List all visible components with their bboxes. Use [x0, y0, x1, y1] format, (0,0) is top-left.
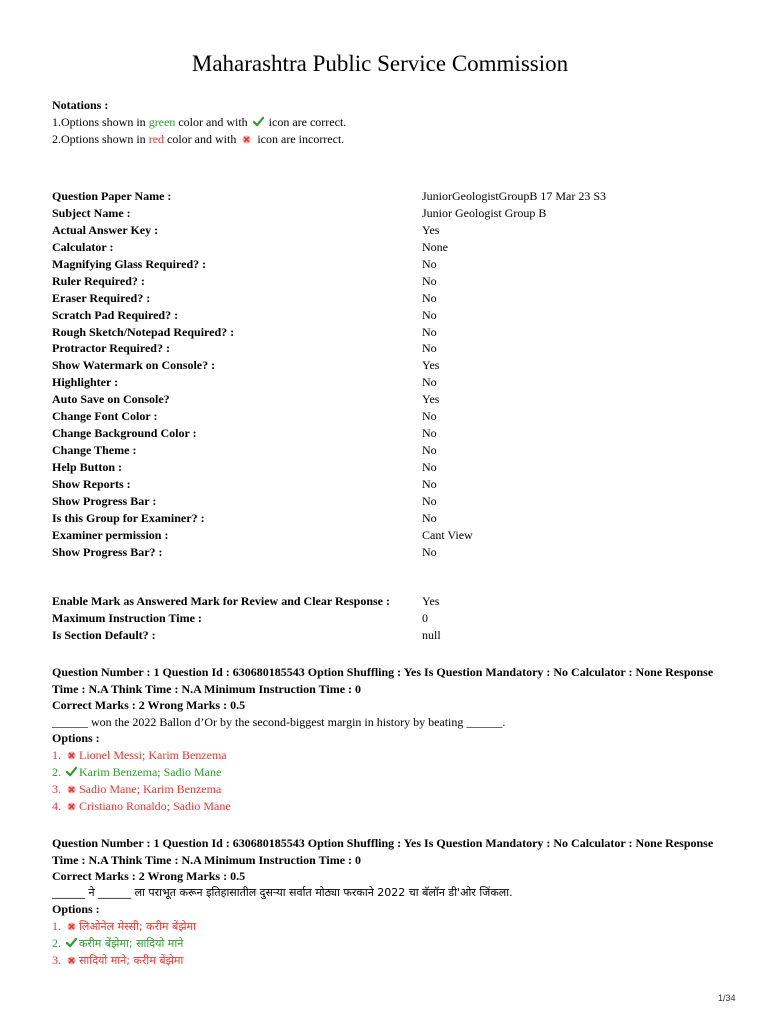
setting-label: Show Progress Bar? : — [52, 544, 163, 559]
setting-row — [52, 610, 441, 627]
notation-text: icon are incorrect. — [254, 132, 345, 146]
options-label: Options : — [52, 731, 100, 745]
option-number: 2. — [52, 764, 61, 779]
setting-label: Subject Name : — [52, 205, 131, 220]
setting-row — [52, 510, 606, 527]
option-text: सादियो माने; करीम बेंझेमा — [79, 953, 184, 967]
setting-label: Help Button : — [52, 460, 123, 474]
setting-row — [52, 476, 606, 493]
setting-row — [52, 593, 441, 610]
setting-value: No — [422, 307, 437, 322]
check-icon — [66, 766, 77, 777]
cross-icon — [67, 751, 76, 760]
setting-row — [52, 222, 606, 239]
question-marks: Correct Marks : 2 Wrong Marks : 0.5 — [52, 869, 246, 883]
option-text: Sadio Mane; Karim Benzema — [79, 781, 222, 796]
setting-row — [52, 307, 606, 324]
setting-value: No — [422, 324, 437, 339]
notation-color-red: red — [148, 132, 165, 146]
setting-value: No — [422, 341, 437, 356]
setting-label: Change Theme : — [52, 443, 137, 458]
question-header-cont: Time : N.A Think Time : N.A Minimum Instruction Time : 0 — [52, 681, 362, 696]
notation-text: 2.Options shown in — [52, 132, 149, 146]
option-correct — [52, 764, 732, 781]
setting-row — [52, 493, 606, 510]
cross-icon — [67, 922, 76, 931]
setting-label: Protractor Required? : — [52, 341, 170, 356]
setting-value: No — [422, 375, 437, 390]
check-icon — [253, 116, 264, 127]
setting-value: No — [422, 493, 437, 508]
setting-value: Yes — [422, 222, 440, 237]
option-number: 3. — [52, 952, 61, 967]
setting-label: Eraser Required? : — [52, 290, 151, 305]
option-text: Cristiano Ronaldo; Sadio Mane — [79, 798, 231, 813]
setting-label: Show Reports : — [52, 476, 131, 491]
option-number: 1. — [52, 747, 61, 762]
setting-row — [52, 205, 606, 222]
setting-value: No — [422, 273, 437, 288]
question-block — [52, 835, 732, 969]
setting-value: No — [422, 443, 437, 458]
notation-line-correct — [52, 114, 346, 131]
question-marks: Correct Marks : 2 Wrong Marks : 0.5 — [52, 698, 246, 712]
setting-value: No — [422, 290, 437, 305]
setting-row — [52, 391, 606, 408]
paper-settings-table — [52, 188, 606, 561]
setting-value: Yes — [422, 392, 440, 407]
setting-row — [52, 627, 441, 644]
question-stem: ______ ने ______ ला पराभूत करून इतिहासातील दुसऱ्या सर्वात मोठ्या फरकाने 2022 चा बॅलॉन डी'ओर जिंकला. — [52, 885, 513, 899]
setting-label: Show Progress Bar : — [52, 493, 157, 508]
cross-icon — [67, 956, 76, 965]
question-block — [52, 664, 732, 815]
setting-row — [52, 425, 606, 442]
notation-color-green: green — [148, 115, 176, 129]
option-text: Karim Benzema; Sadio Mane — [79, 764, 222, 779]
setting-value: None — [422, 239, 448, 254]
setting-row — [52, 374, 606, 391]
setting-value: Yes — [422, 594, 440, 608]
setting-row — [52, 256, 606, 273]
options-label: Options : — [52, 902, 100, 916]
setting-row — [52, 340, 606, 357]
notations — [52, 97, 346, 148]
setting-row — [52, 408, 606, 425]
section-settings-table — [52, 593, 441, 644]
setting-value: No — [422, 476, 437, 491]
setting-value: No — [422, 426, 437, 441]
option-number: 4. — [52, 798, 61, 813]
option-number: 3. — [52, 781, 61, 796]
option-incorrect — [52, 952, 732, 969]
setting-label: Change Font Color : — [52, 409, 158, 424]
setting-row — [52, 239, 606, 256]
setting-label: Is this Group for Examiner? : — [52, 510, 205, 525]
setting-row — [52, 459, 606, 476]
option-text: करीम बेंझेमा; सादियो माने — [79, 936, 184, 950]
question-header: Question Number : 1 Question Id : 630680185543 Option Shuffling : Yes Is Question Mandatory : No Calculator : None Response — [52, 665, 714, 679]
setting-label: Scratch Pad Required? : — [52, 307, 179, 322]
setting-label: Calculator : — [52, 239, 114, 254]
setting-row — [52, 357, 606, 374]
setting-row — [52, 527, 606, 544]
setting-row — [52, 188, 606, 205]
setting-row — [52, 273, 606, 290]
question-header-cont: Time : N.A Think Time : N.A Minimum Instruction Time : 0 — [52, 852, 362, 867]
setting-label: Magnifying Glass Required? : — [52, 256, 207, 271]
check-icon — [66, 937, 77, 948]
option-incorrect — [52, 747, 732, 764]
setting-value: No — [422, 544, 437, 559]
setting-row — [52, 290, 606, 307]
notation-text: color and with — [175, 115, 251, 129]
setting-label: Actual Answer Key : — [52, 222, 159, 237]
question-stem: ______ won the 2022 Ballon d’Or by the second-biggest margin in history by beating ______. — [52, 714, 506, 729]
question-header: Question Number : 1 Question Id : 630680185543 Option Shuffling : Yes Is Question Mandatory : No Calculator : None Response — [52, 836, 714, 850]
cross-icon — [242, 135, 251, 144]
setting-label: Rough Sketch/Notepad Required? : — [52, 324, 235, 339]
option-number: 2. — [52, 935, 61, 950]
setting-value: No — [422, 460, 437, 474]
notations-heading: Notations : — [52, 98, 109, 112]
setting-row — [52, 442, 606, 459]
setting-value: null — [422, 627, 441, 642]
setting-label: Enable Mark as Answered Mark for Review and Clear Response : — [52, 594, 390, 608]
setting-value: No — [422, 256, 437, 271]
page-number: 1/34 — [718, 993, 736, 1003]
page-title: Maharashtra Public Service Commission — [191, 51, 569, 76]
setting-label: Examiner permission : — [52, 527, 169, 542]
setting-value: JuniorGeologistGroupB 17 Mar 23 S3 — [422, 189, 606, 203]
cross-icon — [67, 802, 76, 811]
notation-text: icon are correct. — [265, 115, 347, 129]
cross-icon — [67, 785, 76, 794]
setting-label: Maximum Instruction Time : — [52, 610, 202, 625]
setting-label: Is Section Default? : — [52, 627, 156, 642]
option-incorrect — [52, 781, 732, 798]
option-number: 1. — [52, 918, 61, 933]
setting-row — [52, 324, 606, 341]
notation-text: 1.Options shown in — [52, 115, 149, 129]
setting-label: Highlighter : — [52, 375, 119, 390]
setting-value: No — [422, 510, 437, 525]
option-incorrect — [52, 918, 732, 935]
option-correct — [52, 935, 732, 952]
option-incorrect — [52, 798, 732, 815]
setting-label: Auto Save on Console? — [52, 392, 170, 407]
setting-label: Change Background Color : — [52, 426, 197, 441]
setting-row — [52, 544, 606, 561]
setting-value: No — [422, 409, 437, 424]
notation-text: color and with — [164, 132, 240, 146]
setting-label: Show Watermark on Console? : — [52, 358, 216, 373]
setting-value: Cant View — [422, 527, 473, 542]
setting-value: Yes — [422, 358, 440, 373]
notation-line-incorrect — [52, 131, 346, 148]
setting-value: Junior Geologist Group B — [422, 205, 547, 220]
option-text: Lionel Messi; Karim Benzema — [79, 747, 227, 762]
option-text: लिओनेल मेस्सी; करीम बेंझेमा — [79, 919, 196, 933]
setting-value: 0 — [422, 610, 428, 625]
setting-label: Ruler Required? : — [52, 273, 145, 288]
setting-label: Question Paper Name : — [52, 189, 172, 203]
